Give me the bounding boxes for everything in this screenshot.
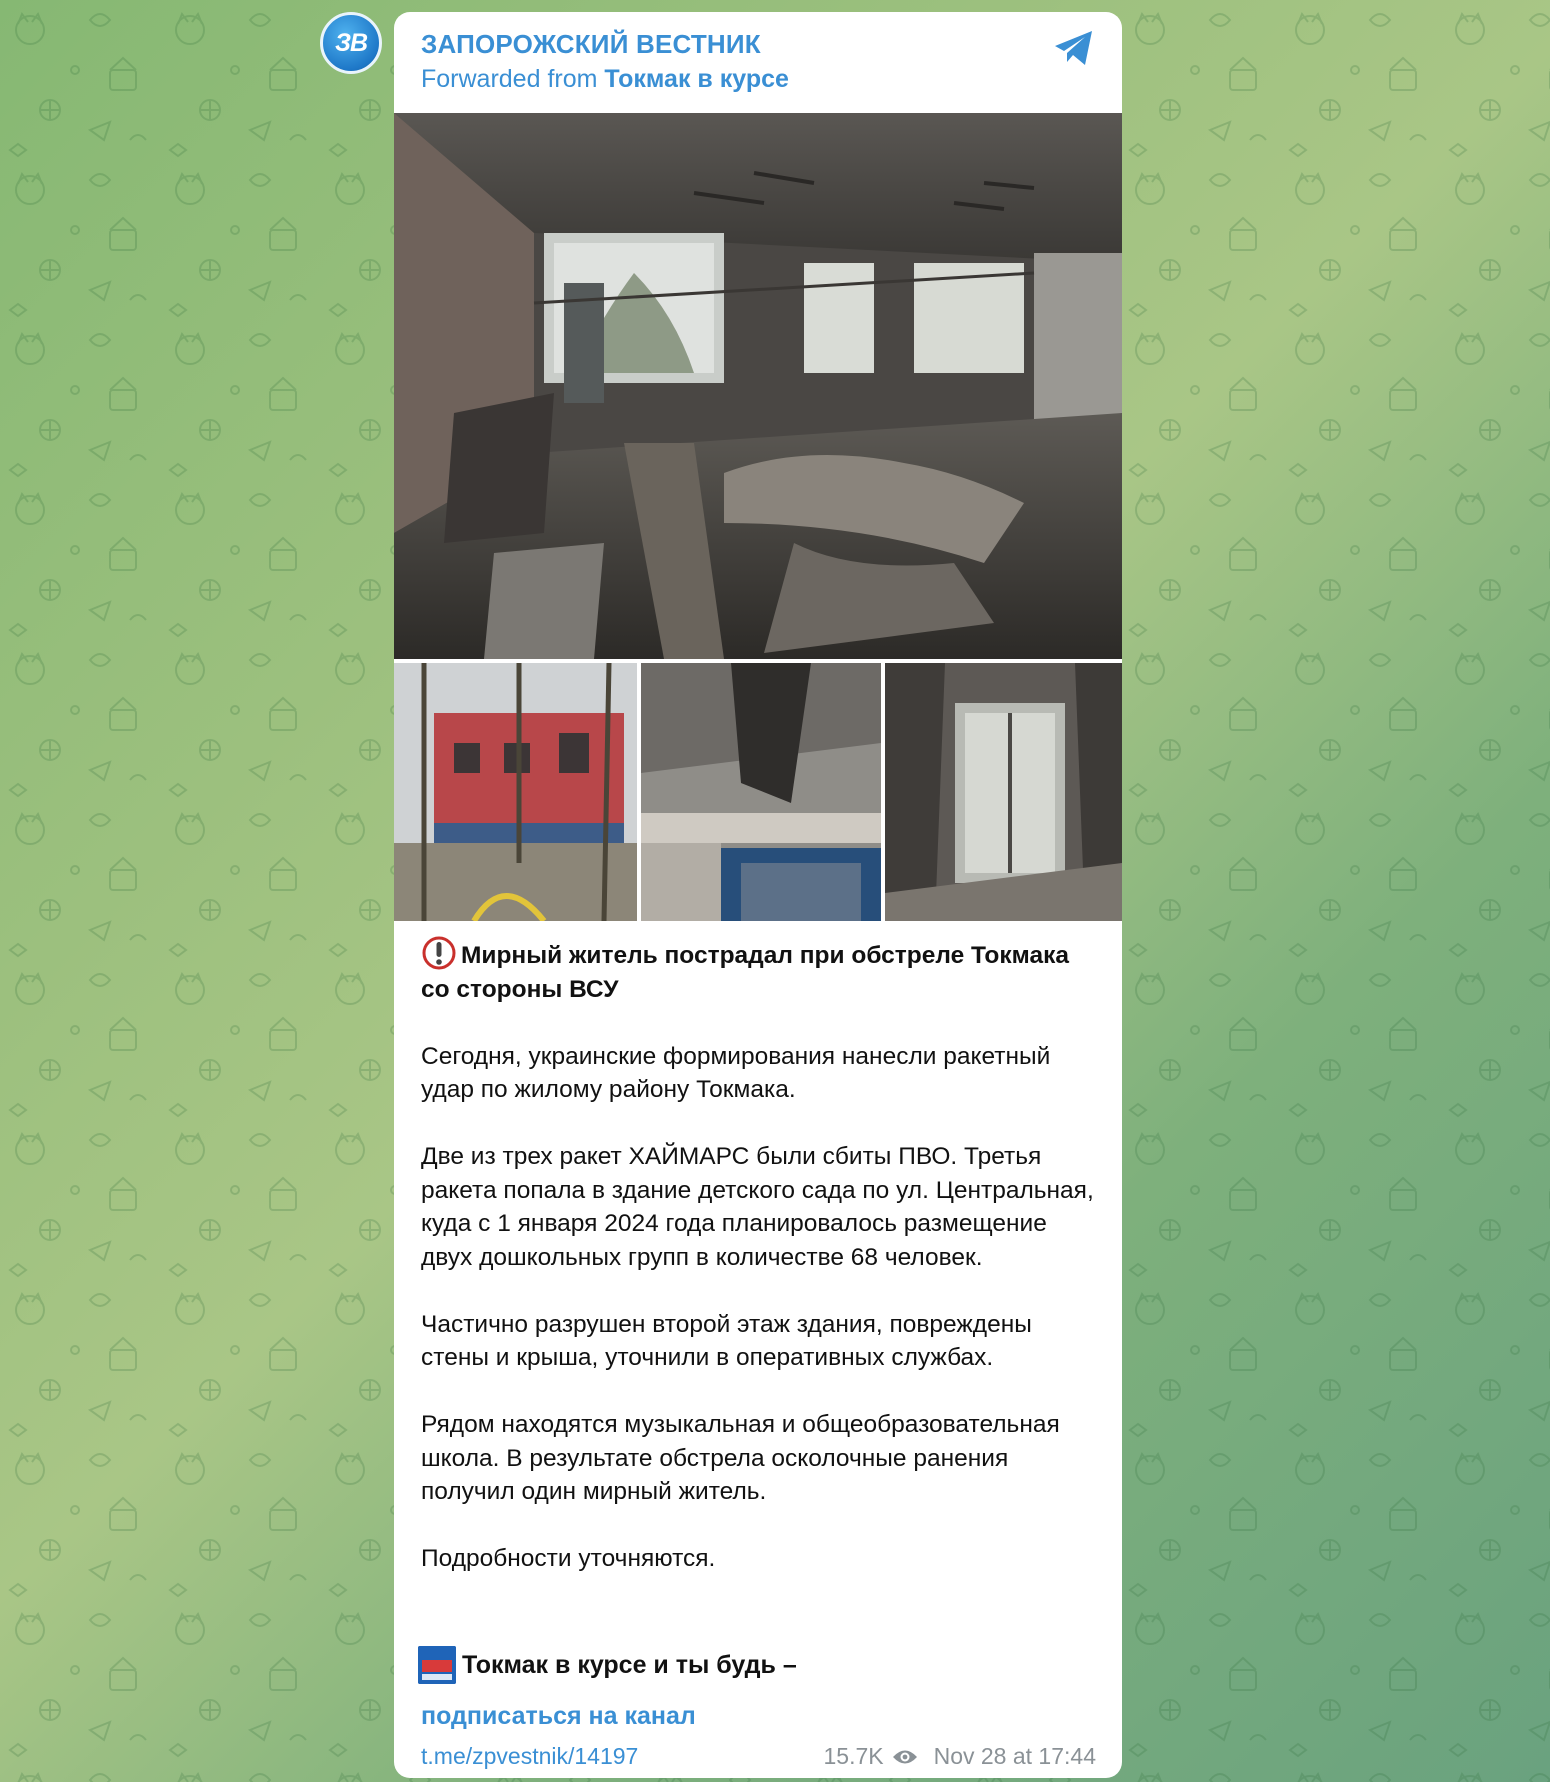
forwarded-prefix: Forwarded from [421,65,598,93]
paragraph: Сегодня, украинские формирования нанесли ракетный удар по жилому району Токмака. [421,1042,1058,1103]
telegram-plane-icon[interactable] [1052,28,1096,68]
subscribe-link[interactable]: подписаться на канал [421,1702,696,1730]
views-count: 15.7K [823,1743,884,1769]
tokmak-logo [418,1646,456,1684]
photo-thumbnails [394,663,1122,921]
channel-name[interactable]: ЗАПОРОЖСКИЙ ВЕСТНИК [421,29,761,59]
paragraph: Две из трех ракет ХАЙМАРС были сбиты ПВО. Третья ракета попала в здание детского сада по ул. Центральная, куда с 1 января 2024 года планировалось размещение двух дошкольных групп в количестве 68 человек. [421,1143,1101,1271]
promo-line [418,1646,797,1684]
headline-paragraph [421,935,1101,1006]
thumbnail-photo[interactable] [641,663,881,921]
headline: Мирный житель пострадал при обстреле Токмака со стороны ВСУ [421,942,1076,1003]
message-bubble [394,12,1122,1778]
forwarded-from [421,65,789,94]
paragraph: Подробности уточняются. [421,1545,716,1572]
avatar-text: ЗВ [334,28,368,57]
thumbnail-photo[interactable] [394,663,637,921]
post-meta [823,1743,1096,1770]
post-link[interactable]: t.me/zpvestnik/14197 [421,1743,639,1769]
channel-avatar[interactable] [320,12,382,74]
exclamation-circle-icon [421,935,457,971]
post-text [421,935,1101,1609]
eye-icon [892,1748,918,1766]
forwarded-source-link[interactable]: Токмак в курсе [604,65,789,93]
thumbnail-photo[interactable] [885,663,1122,921]
tokmak-logo-graphic [418,1646,456,1684]
promo-text: Токмак в курсе и ты будь – [462,1650,797,1679]
paragraph: Частично разрушен второй этаж здания, повреждены стены и крыша, уточнили в оперативных службах. [421,1310,1039,1371]
paragraph: Рядом находятся музыкальная и общеобразовательная школа. В результате обстрела осколочные ранения получил один мирный житель. [421,1411,1067,1505]
post-date: Nov 28 at 17:44 [933,1743,1096,1769]
main-photo[interactable] [394,113,1122,659]
